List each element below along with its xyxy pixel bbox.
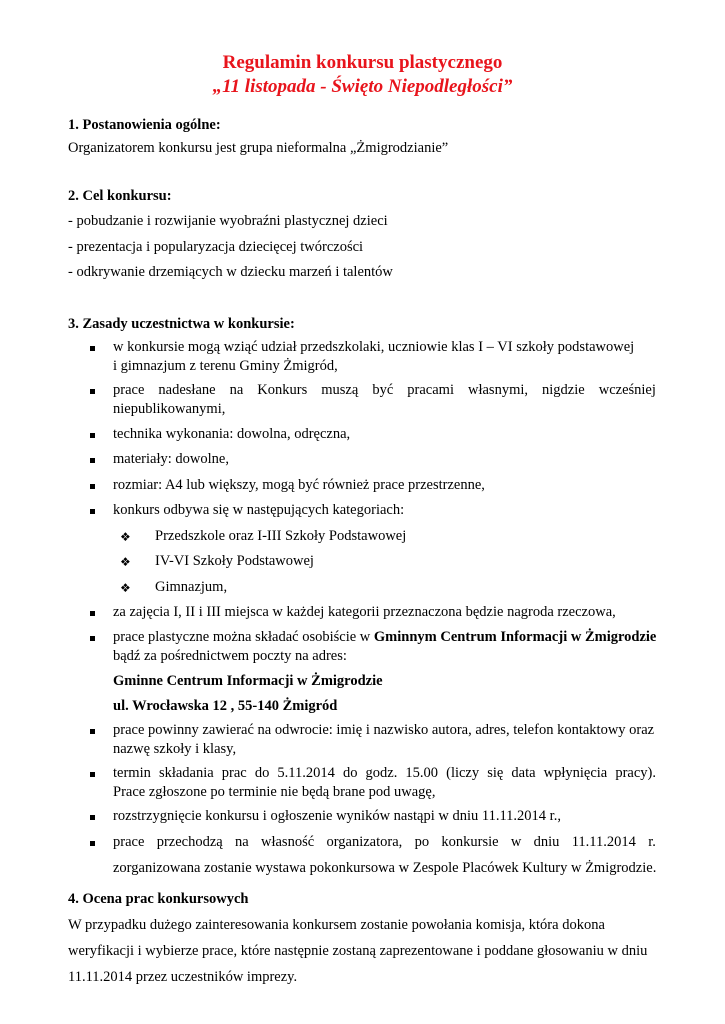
category-item: Przedszkole oraz I-III Szkoły Podstawowej [155,528,407,544]
goal-item: - prezentacja i popularyzacja dziecięcej twórczości [68,239,364,255]
bullet-square-icon [90,389,95,394]
word: Konkurs [257,382,308,398]
rule-text: i gimnazjum z terenu Gminy Żmigród, [113,358,338,374]
rule-text: materiały: dowolne, [113,451,229,467]
word: po [414,834,430,850]
word: 15.00 [405,765,439,781]
word: nigdzie [542,382,585,398]
word: na [229,382,244,398]
rule-text: nazwę szkoły i klasy, [113,741,237,757]
word: prace [113,382,145,398]
word: do [254,765,270,781]
word: na [235,834,249,850]
bullet-square-icon [90,815,95,820]
rule-text [113,382,656,400]
rule-text [113,629,656,647]
bullet-square-icon [90,636,95,641]
word: 5.11.2014 [277,765,335,781]
word: (liczy [446,765,480,781]
word: w [510,834,522,850]
word: pracami [407,382,454,398]
rule-text [113,765,656,783]
rule-text: Prace zgłoszone po terminie nie będą brane pod uwagę, [113,784,436,800]
word: nadesłane [158,382,216,398]
bullet-square-icon [90,433,95,438]
bullet-square-icon [90,484,95,489]
document-title: Regulamin konkursu plastycznego [222,52,503,73]
word: wpłynięcia [543,765,608,781]
word: własność [260,834,315,850]
word: się [487,765,504,781]
word: data [511,765,536,781]
section-2-heading: 2. Cel konkursu: [68,188,172,204]
category-item: IV-VI Szkoły Podstawowej [155,553,314,569]
bullet-square-icon [90,509,95,514]
category-item: Gimnazjum, [155,579,228,595]
word: muszą [321,382,359,398]
word: konkursie [441,834,499,850]
word: 11.11.2014 [571,834,636,850]
goal-item: - odkrywanie drzemiących w dziecku marzeń i talentów [68,264,393,280]
bullet-square-icon [90,346,95,351]
section-4-text: weryfikacji i wybierze prace, które następnie zostaną zaprezentowane i poddane głosowaniu w dniu [68,943,648,959]
word: składania [158,765,214,781]
word: własnymi, [468,382,529,398]
rule-text: technika wykonania: dowolna, odręczna, [113,426,351,442]
word: termin [113,765,151,781]
rule-text: rozmiar: A4 lub większy, mogą być również prace przestrzenne, [113,477,485,493]
bullet-square-icon [90,729,95,734]
diamond-bullet-icon: ❖ [120,530,131,544]
section-4-text: 11.11.2014 przez uczestników imprezy. [68,969,298,985]
diamond-bullet-icon: ❖ [120,555,131,569]
word: pracy). [615,765,656,781]
rule-text: prace powinny zawierać na odwrocie: imię i nazwisko autora, adres, telefon kontaktowy oraz [113,722,655,738]
section-1-text: Organizatorem konkursu jest grupa nieformalna „Żmigrodzianie” [68,140,449,156]
rule-text: bądź za pośrednictwem poczty na adres: [113,648,347,664]
word: być [372,382,394,398]
diamond-bullet-icon: ❖ [120,581,131,595]
word: organizatora, [326,834,403,850]
bullet-square-icon [90,772,95,777]
word: prace [113,834,145,850]
rule-text: konkurs odbywa się w następujących kategoriach: [113,502,405,518]
rule-text-part: prace plastyczne można składać osobiście w [113,629,374,645]
address-line: Gminne Centrum Informacji w Żmigrodzie [113,673,383,689]
section-3-heading: 3. Zasady uczestnictwa w konkursie: [68,316,295,332]
bullet-square-icon [90,458,95,463]
bullet-square-icon [90,611,95,616]
rule-text: niepublikowanymi, [113,401,226,417]
rule-text: za zajęcia I, II i III miejsca w każdej kategorii przeznaczona będzie nagroda rzeczowa, [113,604,616,620]
bullet-square-icon [90,841,95,846]
address-line: ul. Wrocławska 12 , 55-140 Żmigród [113,698,338,714]
goal-item: - pobudzanie i rozwijanie wyobraźni plastycznej dzieci [68,213,388,229]
word: do [342,765,358,781]
word: godz. [365,765,398,781]
section-4-heading: 4. Ocena prac konkursowych [68,891,249,907]
rule-text: rozstrzygnięcie konkursu i ogłoszenie wyników nastąpi w dniu 11.11.2014 r., [113,808,561,824]
word: przechodzą [156,834,223,850]
section-4-text: W przypadku dużego zainteresowania konkursem zostanie powołania komisja, która dokona [68,917,605,933]
rule-text: zorganizowana zostanie wystawa pokonkursowa w Zespole Placówek Kultury w Żmigrodzie. [113,860,657,876]
document-subtitle: „11 listopada - Święto Niepodległości” [212,76,513,97]
section-1-heading: 1. Postanowienia ogólne: [68,117,221,133]
rule-text: w konkursie mogą wziąć udział przedszkolaki, uczniowie klas I – VI szkoły podstawowej [113,339,635,355]
rule-text-bold: Gminnym Centrum Informacji w Żmigrodzie [373,629,657,645]
word: dniu [533,834,560,850]
rule-text [113,834,656,852]
word: r. [648,834,656,850]
word: wcześniej [598,382,656,398]
word: prac [221,765,247,781]
